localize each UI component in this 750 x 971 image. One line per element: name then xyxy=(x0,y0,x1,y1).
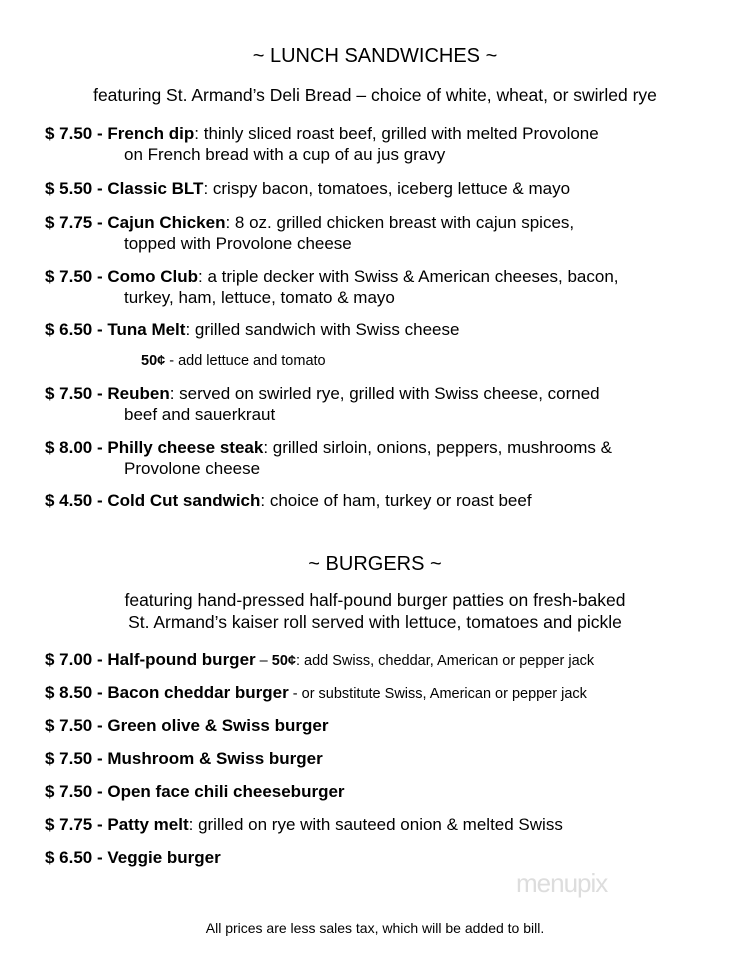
item-name: French dip xyxy=(107,124,195,143)
menu-item xyxy=(45,814,563,835)
item-price: $ 4.50 - xyxy=(45,491,108,510)
menu-item xyxy=(45,649,594,672)
item-desc: : thinly sliced roast beef, grilled with melted Provolone xyxy=(194,124,599,143)
item-note-price: 50¢ xyxy=(271,653,296,669)
lunch-subtitle: featuring St. Armand’s Deli Bread – choice of white, wheat, or swirled rye xyxy=(93,85,657,105)
burgers-subtitle-1: featuring hand-pressed half-pound burger patties on fresh-baked xyxy=(124,590,626,610)
menu-item xyxy=(45,178,570,199)
menu-item xyxy=(45,266,619,308)
addon-text: - add lettuce and tomato xyxy=(165,353,326,369)
item-name: Tuna Melt xyxy=(107,320,186,339)
item-desc-cont: turkey, ham, lettuce, tomato & mayo xyxy=(124,288,395,307)
item-desc: : a triple decker with Swiss & American cheeses, bacon, xyxy=(198,267,619,286)
item-name: Como Club xyxy=(107,267,199,286)
item-name: Cold Cut sandwich xyxy=(107,491,261,510)
item-name: Reuben xyxy=(107,384,170,403)
menu-item xyxy=(45,847,221,868)
menu-item xyxy=(45,123,599,165)
item-desc-cont: beef and sauerkraut xyxy=(124,405,276,424)
menu-item xyxy=(45,212,574,254)
item-price: $ 8.00 - xyxy=(45,438,108,457)
menu-item xyxy=(45,437,612,479)
item-price: $ 7.00 - xyxy=(45,650,108,669)
item-name: Half-pound burger xyxy=(107,650,256,669)
item-desc: : crispy bacon, tomatoes, iceberg lettuce & mayo xyxy=(203,179,571,198)
item-name: Open face chili cheeseburger xyxy=(107,782,345,801)
item-desc: : grilled on rye with sauteed onion & melted Swiss xyxy=(188,815,563,834)
item-name: Bacon cheddar burger xyxy=(107,683,289,702)
item-desc: : served on swirled rye, grilled with Swiss cheese, corned xyxy=(169,384,600,403)
item-name: Classic BLT xyxy=(107,179,204,198)
menu-item xyxy=(45,781,345,802)
footer-note: All prices are less sales tax, which will be added to bill. xyxy=(205,920,545,936)
item-price: $ 5.50 - xyxy=(45,179,108,198)
item-name: Veggie burger xyxy=(107,848,221,867)
item-note: : add Swiss, cheddar, American or pepper jack xyxy=(295,653,595,669)
addon-price: 50¢ xyxy=(141,353,166,369)
burgers-subtitle-2: St. Armand’s kaiser roll served with lettuce, tomatoes and pickle xyxy=(128,612,622,632)
item-price: $ 7.75 - xyxy=(45,213,108,232)
item-note: - or substitute Swiss, American or pepper jack xyxy=(288,686,587,702)
item-price: $ 7.50 - xyxy=(45,782,108,801)
menu-item xyxy=(45,319,459,340)
item-price: $ 7.50 - xyxy=(45,716,108,735)
item-price: $ 8.50 - xyxy=(45,683,108,702)
menu-item xyxy=(45,490,532,511)
item-desc: : grilled sirloin, onions, peppers, mushrooms & xyxy=(263,438,612,457)
item-price: $ 7.50 - xyxy=(45,749,108,768)
menu-item xyxy=(45,715,328,736)
item-desc: : choice of ham, turkey or roast beef xyxy=(260,491,532,510)
item-name: Cajun Chicken xyxy=(107,213,226,232)
item-price: $ 7.50 - xyxy=(45,384,108,403)
item-price: $ 7.50 - xyxy=(45,267,108,286)
item-desc-cont: on French bread with a cup of au jus gravy xyxy=(124,145,446,164)
item-price: $ 7.75 - xyxy=(45,815,108,834)
lunch-title: ~ LUNCH SANDWICHES ~ xyxy=(252,45,498,67)
tuna-addon xyxy=(141,353,326,369)
item-desc: : 8 oz. grilled chicken breast with cajun spices, xyxy=(225,213,575,232)
item-dash: – xyxy=(255,653,272,669)
menu-item xyxy=(45,383,600,425)
item-price: $ 7.50 - xyxy=(45,124,108,143)
item-desc-cont: Provolone cheese xyxy=(124,459,261,478)
menu-item xyxy=(45,682,587,705)
item-desc-cont: topped with Provolone cheese xyxy=(124,234,352,253)
menu-item xyxy=(45,748,323,769)
item-name: Green olive & Swiss burger xyxy=(107,716,329,735)
item-name: Patty melt xyxy=(107,815,189,834)
item-price: $ 6.50 - xyxy=(45,848,108,867)
item-price: $ 6.50 - xyxy=(45,320,108,339)
item-name: Mushroom & Swiss burger xyxy=(107,749,323,768)
watermark-logo: menupix xyxy=(516,868,608,898)
item-name: Philly cheese steak xyxy=(107,438,264,457)
item-desc: : grilled sandwich with Swiss cheese xyxy=(185,320,460,339)
burgers-title: ~ BURGERS ~ xyxy=(308,553,442,575)
